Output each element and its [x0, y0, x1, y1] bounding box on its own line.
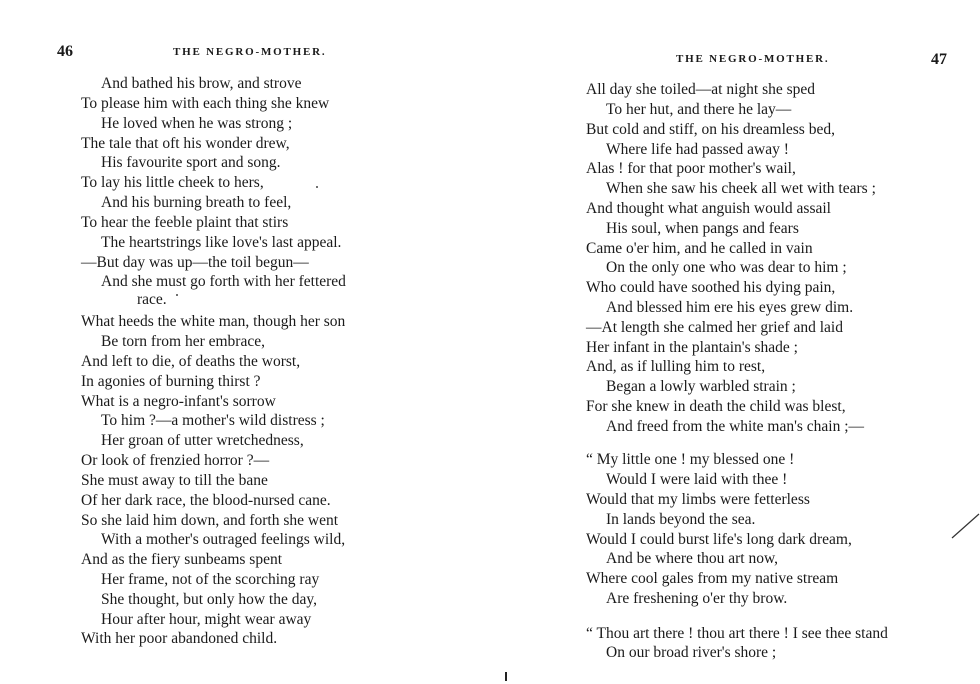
verse-line: And left to die, of deaths the worst, — [81, 353, 301, 370]
verse-line: To him ?—a mother's wild distress ; — [101, 412, 325, 429]
running-head: THE NEGRO-MOTHER. — [173, 46, 327, 58]
verse-line: —But day was up—the toil begun— — [81, 254, 309, 271]
verse-line: “ Thou art there ! thou art there ! I see thee stand — [586, 625, 888, 642]
verse-line: On our broad river's shore ; — [606, 644, 777, 661]
verse-line: With her poor abandoned child. — [81, 630, 278, 647]
verse-line: Are freshening o'er thy brow. — [606, 590, 788, 607]
verse-line: race. — [137, 291, 167, 308]
verse-line: And be where thou art now, — [606, 550, 779, 567]
verse-line: But cold and stiff, on his dreamless bed, — [586, 121, 835, 138]
verse-line: Her groan of utter wretchedness, — [101, 432, 304, 449]
verse-line: And as the fiery sunbeams spent — [81, 551, 283, 568]
verse-line: She must away to till the bane — [81, 472, 268, 489]
verse-line: Where life had passed away ! — [606, 141, 789, 158]
verse-line: Would that my limbs were fetterless — [586, 491, 810, 508]
verse-line: Of her dark race, the blood-nursed cane. — [81, 492, 331, 509]
verse-line: Her frame, not of the scorching ray — [101, 571, 320, 588]
verse-line: Who could have soothed his dying pain, — [586, 279, 836, 296]
verse-line: He loved when he was strong ; — [101, 115, 293, 132]
verse-line: In lands beyond the sea. — [606, 511, 756, 528]
running-head: THE NEGRO-MOTHER. — [676, 53, 830, 65]
verse-line: And she must go forth with her fettered — [101, 273, 346, 290]
verse-line: Would I could burst life's long dark dream, — [586, 531, 852, 548]
verse-line: In agonies of burning thirst ? — [81, 373, 261, 390]
verse-line: What is a negro-infant's sorrow — [81, 393, 276, 410]
verse-line: She thought, but only how the day, — [101, 591, 317, 608]
verse-line: All day she toiled—at night she sped — [586, 81, 816, 98]
verse-line: To please him with each thing she knew — [81, 95, 330, 112]
page-number: 46 — [57, 43, 73, 60]
verse-line: On the only one who was dear to him ; — [606, 259, 847, 276]
verse-line: To lay his little cheek to hers, — [81, 174, 264, 191]
verse-line: Hour after hour, might wear away — [101, 611, 312, 628]
right-page — [490, 0, 980, 684]
verse-line: With a mother's outraged feelings wild, — [101, 531, 346, 548]
verse-line: And bathed his brow, and strove — [101, 75, 302, 92]
verse-line: For she knew in death the child was blest, — [586, 398, 846, 415]
verse-line: To hear the feeble plaint that stirs — [81, 214, 289, 231]
verse-line: Alas ! for that poor mother's wail, — [586, 160, 796, 177]
verse-line: The tale that oft his wonder drew, — [81, 135, 290, 152]
verse-line: And his burning breath to feel, — [101, 194, 292, 211]
verse-line: To her hut, and there he lay— — [606, 101, 792, 118]
verse-line: And freed from the white man's chain ;— — [606, 418, 865, 435]
verse-line: Her infant in the plantain's shade ; — [586, 339, 798, 356]
verse-line: And, as if lulling him to rest, — [586, 358, 766, 375]
verse-line: “ My little one ! my blessed one ! — [586, 451, 795, 468]
gutter-mark — [505, 672, 507, 681]
print-speck — [316, 186, 318, 188]
verse-line: Or look of frenzied horror ?— — [81, 452, 270, 469]
verse-line: —At length she calmed her grief and laid — [586, 319, 843, 336]
verse-line: His soul, when pangs and fears — [606, 220, 799, 237]
page-number: 47 — [931, 51, 947, 68]
verse-line: Would I were laid with thee ! — [606, 471, 788, 488]
verse-line: When she saw his cheek all wet with tears ; — [606, 180, 876, 197]
verse-line: Came o'er him, and he called in vain — [586, 240, 813, 257]
verse-line: Where cool gales from my native stream — [586, 570, 839, 587]
verse-line: So she laid him down, and forth she went — [81, 512, 339, 529]
verse-line: Be torn from her embrace, — [101, 333, 265, 350]
verse-line: And blessed him ere his eyes grew dim. — [606, 299, 854, 316]
verse-line: The heartstrings like love's last appeal. — [101, 234, 342, 251]
verse-line: Began a lowly warbled strain ; — [606, 378, 796, 395]
print-speck — [176, 294, 178, 296]
verse-line: What heeds the white man, though her son — [81, 313, 346, 330]
verse-line: And thought what anguish would assail — [586, 200, 831, 217]
pencil-margin-mark — [950, 512, 980, 542]
verse-line: His favourite sport and song. — [101, 154, 281, 171]
